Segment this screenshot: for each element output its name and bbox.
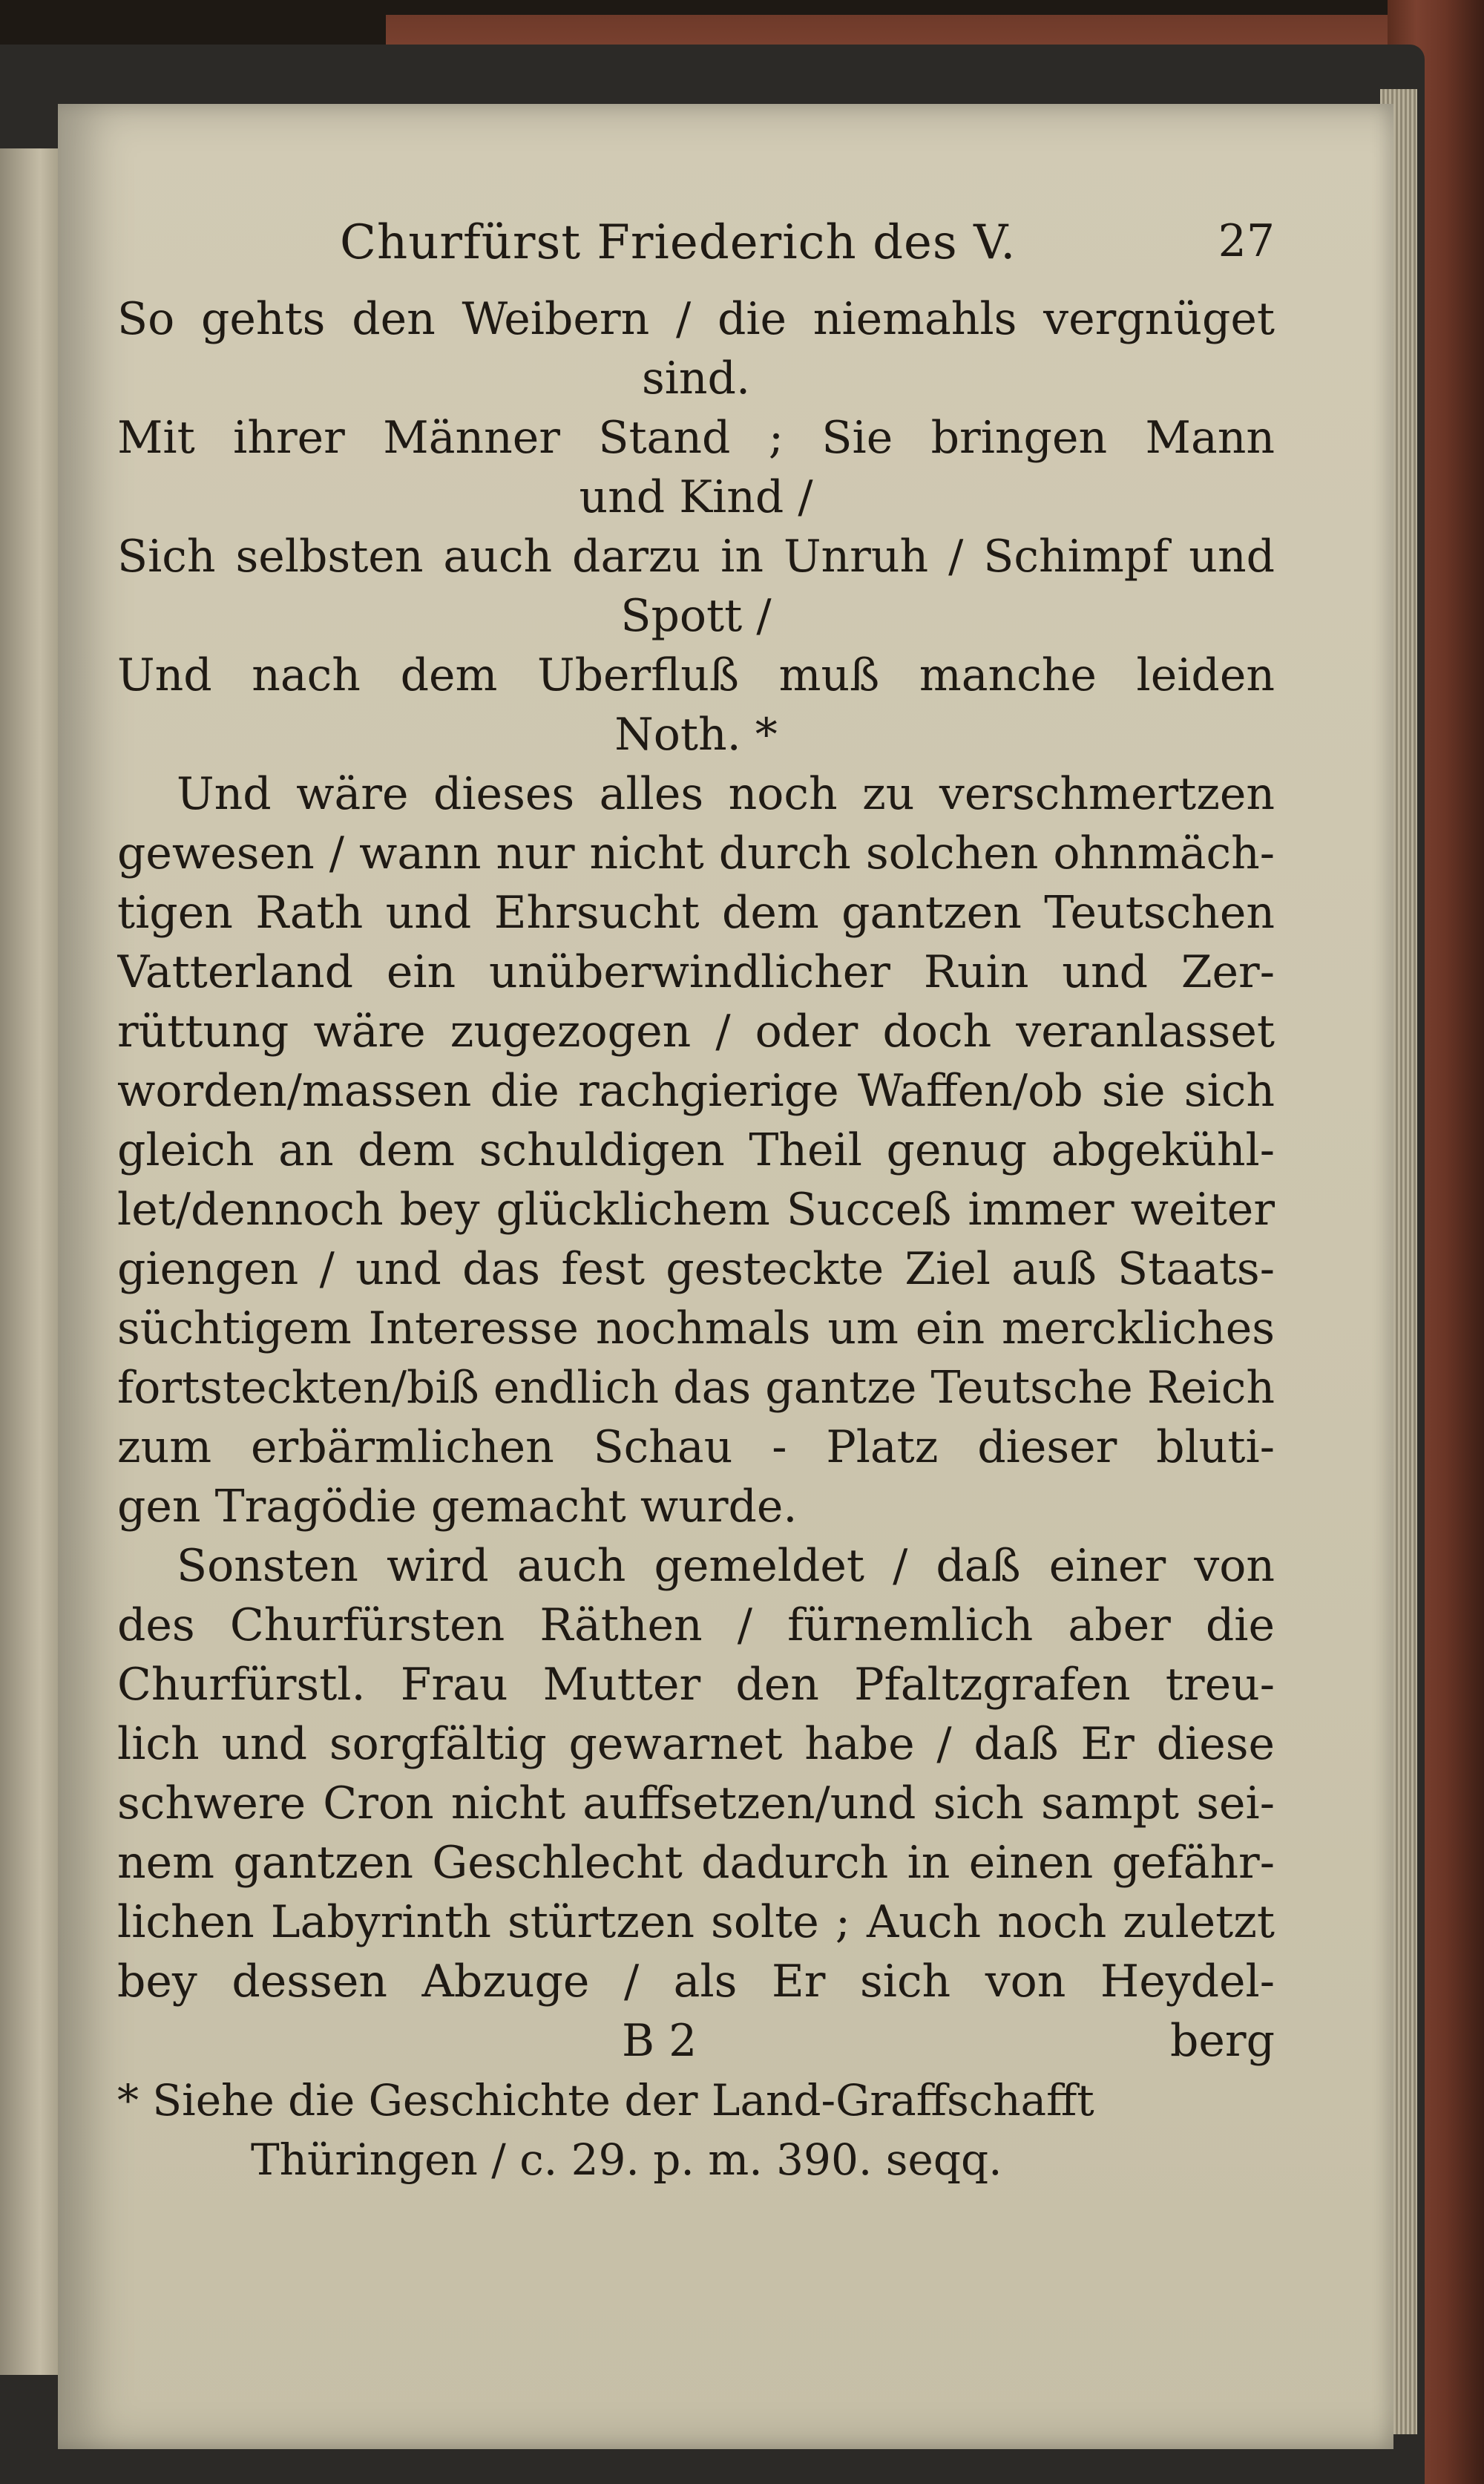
- text-line: Churfürstl. Frau Mutter den Pfaltzgrafen treu-: [117, 1659, 1275, 1711]
- footnote-line: * Siehe die Geschichte der Land-Graffschafft: [117, 2075, 1094, 2126]
- text-line: gleich an dem schuldigen Theil genug abgekühl-: [117, 1124, 1275, 1176]
- text-line: Mit ihrer Männer Stand ; Sie bringen Mann: [117, 412, 1275, 464]
- text-line: Und wäre dieses alles noch zu verschmertzen: [177, 768, 1275, 820]
- running-title: Churfürst Friederich des V.: [340, 215, 1017, 270]
- text-line: des Churfürsten Räthen / fürnemlich aber die: [117, 1599, 1275, 1651]
- text-line: worden/massen die rachgierige Waffen/ob sie sich: [117, 1065, 1275, 1117]
- text-line: zum erbärmlichen Schau - Platz dieser bluti-: [117, 1421, 1275, 1473]
- text-line: tigen Rath und Ehrsucht dem gantzen Teutschen: [117, 887, 1275, 939]
- text-line: Noth. *: [614, 709, 778, 761]
- text-line: sind.: [641, 353, 751, 404]
- text-line: nem gantzen Geschlecht dadurch in einen gefähr-: [117, 1837, 1275, 1889]
- text-line: lichen Labyrinth stürtzen solte ; Auch noch zuletzt: [117, 1896, 1275, 1948]
- text-line: schwere Cron nicht auffsetzen/und sich sampt sei-: [117, 1777, 1275, 1829]
- text-line: rüttung wäre zugezogen / oder doch veranlasset: [117, 1006, 1275, 1058]
- signature-row: [117, 2011, 1275, 2071]
- signature-mark: B 2: [622, 2015, 697, 2067]
- text-line: bey dessen Abzuge / als Er sich von Heydel-: [117, 1956, 1275, 2008]
- text-line: und Kind /: [579, 471, 813, 523]
- running-header: [117, 215, 1275, 289]
- text-line: Und nach dem Uberfluß muß manche leiden: [117, 649, 1275, 701]
- book-page: [58, 104, 1393, 2449]
- text-line: giengen / und das fest gesteckte Ziel auß Staats-: [117, 1243, 1275, 1295]
- page-text: [117, 215, 1275, 2189]
- text-line: Spott /: [620, 590, 772, 642]
- text-line: let/dennoch bey glücklichem Succeß immer weiter: [117, 1184, 1275, 1236]
- text-line: süchtigem Interesse nochmals um ein merckliches: [117, 1302, 1275, 1354]
- facing-page-edge: [0, 148, 67, 2375]
- text-line: gewesen / wann nur nicht durch solchen ohnmäch-: [117, 828, 1275, 879]
- text-line: lich und sorgfältig gewarnet habe / daß Er diese: [117, 1718, 1275, 1770]
- catchword: berg: [1169, 2015, 1275, 2067]
- footnote-line: Thüringen / c. 29. p. m. 390. seqq.: [251, 2134, 1002, 2185]
- text-line: Vatterland ein unüberwindlicher Ruin und Zer-: [117, 946, 1275, 998]
- text-line: Sonsten wird auch gemeldet / daß einer von: [177, 1540, 1275, 1592]
- page-number: 27: [1218, 215, 1275, 267]
- text-line: So gehts den Weibern / die niemahls vergnüget: [117, 293, 1275, 345]
- text-line: fortsteckten/biß endlich das gantze Teutsche Reich: [117, 1362, 1275, 1414]
- text-line: gen Tragödie gemacht wurde.: [117, 1481, 798, 1533]
- text-line: Sich selbsten auch darzu in Unruh / Schimpf und: [117, 531, 1275, 583]
